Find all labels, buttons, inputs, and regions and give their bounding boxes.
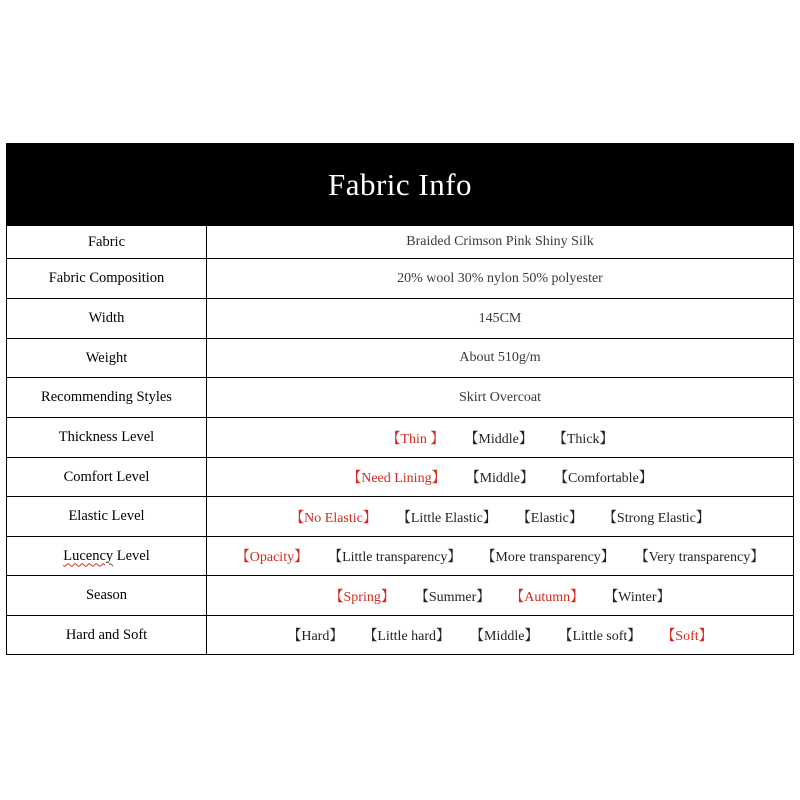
- table-row-thickness: [7, 417, 793, 457]
- option: 【Thick】: [552, 431, 614, 447]
- option: 【Middle】: [464, 431, 533, 447]
- table-row-styles: [7, 377, 793, 417]
- option-selected: 【Spring】: [329, 589, 395, 605]
- row-value: Braided Crimson Pink Shiny Silk: [406, 234, 594, 249]
- option-list: [207, 616, 793, 654]
- row-value: Skirt Overcoat: [458, 389, 542, 405]
- option-list: [207, 497, 793, 536]
- option: 【Summer】: [414, 589, 491, 605]
- row-label-rest: Level: [113, 547, 150, 564]
- row-value: 145CM: [478, 310, 522, 326]
- option: 【Middle】: [470, 629, 539, 644]
- row-label: Thickness Level: [7, 418, 207, 457]
- option-list: [207, 537, 793, 575]
- page-title: Fabric Info: [327, 166, 473, 202]
- row-label: Weight: [7, 339, 207, 377]
- option-selected: 【Need Lining】: [347, 471, 446, 486]
- row-label: Width: [7, 299, 207, 338]
- table-row-hard-soft: [7, 615, 793, 654]
- table-row-comfort: [7, 457, 793, 496]
- row-label: Fabric: [7, 226, 207, 258]
- table-header: [7, 144, 793, 225]
- option: 【Hard】: [287, 629, 344, 644]
- row-label: Fabric Composition: [7, 259, 207, 298]
- table-row-season: [7, 575, 793, 615]
- option-list: [207, 418, 793, 457]
- option-list: [207, 458, 793, 496]
- spellcheck-underlined-word: Lucency: [63, 547, 114, 564]
- option-list: [207, 576, 793, 615]
- option: 【Very transparency】: [634, 550, 765, 565]
- row-label: [7, 537, 207, 575]
- row-value: 20% wool 30% nylon 50% polyester: [397, 270, 603, 286]
- table-row-composition: [7, 258, 793, 298]
- option-selected: 【Soft】: [661, 629, 713, 644]
- option-selected: 【Thin 】: [386, 431, 445, 447]
- option: 【Little Elastic】: [396, 510, 497, 526]
- option: 【Little soft】: [558, 629, 642, 644]
- table-row-weight: [7, 338, 793, 377]
- option-selected: 【Autumn】: [510, 589, 585, 605]
- fabric-info-table: [6, 143, 794, 655]
- option: 【More transparency】: [481, 550, 615, 565]
- row-label: Comfort Level: [7, 458, 207, 496]
- row-value: About 510g/m: [459, 350, 541, 365]
- row-label: Hard and Soft: [7, 616, 207, 654]
- table-row-width: [7, 298, 793, 338]
- option-selected: 【No Elastic】: [290, 510, 377, 526]
- table-row-elastic: [7, 496, 793, 536]
- row-label: Season: [7, 576, 207, 615]
- option: 【Little hard】: [363, 629, 451, 644]
- option: 【Strong Elastic】: [602, 510, 710, 526]
- option-selected: 【Opacity】: [235, 550, 309, 565]
- option: 【Elastic】: [516, 510, 583, 526]
- row-label: Recommending Styles: [7, 378, 207, 417]
- table-row-fabric: [7, 225, 793, 258]
- row-label: Elastic Level: [7, 497, 207, 536]
- option: 【Middle】: [465, 471, 535, 486]
- table-row-lucency: [7, 536, 793, 575]
- option: 【Winter】: [604, 589, 671, 605]
- option: 【Little transparency】: [328, 550, 462, 565]
- option: 【Comfortable】: [554, 471, 653, 486]
